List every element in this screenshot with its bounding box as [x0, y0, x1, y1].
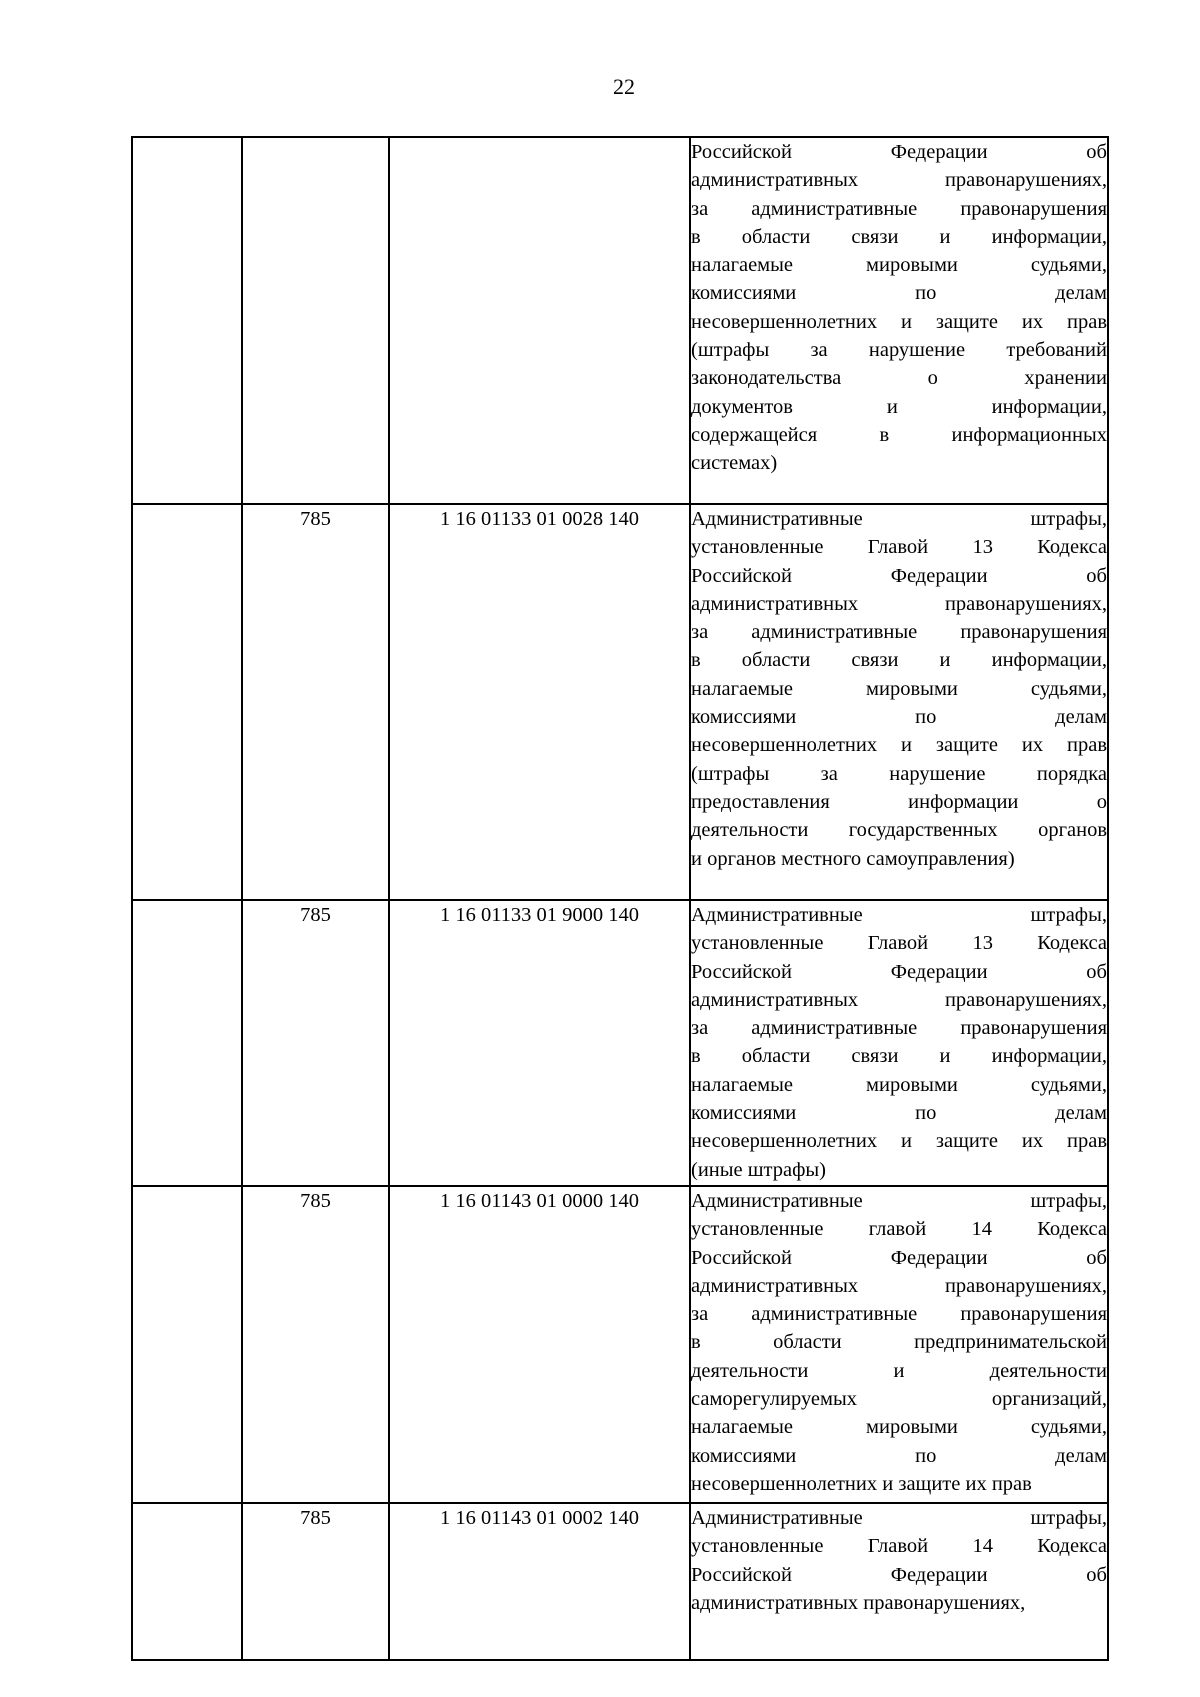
description-line: налагаемые мировыми судьями,: [691, 1416, 1107, 1439]
blank-cell: [132, 504, 242, 900]
budget-code-cell: [389, 137, 690, 504]
description-line: деятельности и деятельности: [691, 1359, 1107, 1382]
description-cell: [690, 137, 1108, 504]
description-line: комиссиями по делам: [691, 706, 1107, 729]
admin-code-cell: 785: [242, 1186, 389, 1503]
description-cell: [690, 504, 1108, 900]
description-line: в области связи и информации,: [691, 649, 1107, 672]
description-cell: [690, 900, 1108, 1186]
description-line: (штрафы за нарушение требований: [691, 339, 1107, 362]
description-line: установленные Главой 14 Кодекса: [691, 1535, 1107, 1558]
description-line: (иные штрафы): [691, 1158, 826, 1181]
description-line: за административные правонарушения: [691, 621, 1107, 644]
description-line: за административные правонарушения: [691, 1303, 1107, 1326]
description-line: налагаемые мировыми судьями,: [691, 677, 1107, 700]
admin-code-cell: [242, 137, 389, 504]
description-line: Российской Федерации об: [691, 564, 1107, 587]
budget-code-cell: 1 16 01143 01 0000 140: [389, 1186, 690, 1503]
description-line: Российской Федерации об: [691, 1246, 1107, 1269]
description-line: налагаемые мировыми судьями,: [691, 1073, 1107, 1096]
blank-cell: [132, 1186, 242, 1503]
admin-code-cell: 785: [242, 1503, 389, 1660]
description-line: в области предпринимательской: [691, 1331, 1107, 1354]
description-line: (штрафы за нарушение порядка: [691, 762, 1107, 785]
description-line: в области связи и информации,: [691, 1045, 1107, 1068]
description-line: административных правонарушениях,: [691, 1591, 1026, 1614]
table-row: [132, 504, 1108, 900]
description-line: содержащейся в информационных: [691, 423, 1107, 446]
description-line: документов и информации,: [691, 395, 1107, 418]
table-row: [132, 900, 1108, 1186]
description-line: саморегулируемых организаций,: [691, 1388, 1107, 1411]
description-line: установленные Главой 13 Кодекса: [691, 932, 1107, 955]
description-line: несовершеннолетних и защите их прав: [691, 1472, 1032, 1495]
description-line: Административные штрафы,: [691, 1507, 1107, 1529]
description-line: предоставления информации о: [691, 790, 1107, 813]
description-line: административных правонарушениях,: [691, 1274, 1107, 1297]
description-line: законодательства о хранении: [691, 367, 1107, 390]
admin-code-cell: 785: [242, 504, 389, 900]
description-line: комиссиями по делам: [691, 282, 1107, 305]
blank-cell: [132, 900, 242, 1186]
description-line: комиссиями по делам: [691, 1102, 1107, 1125]
description-line: Административные штрафы,: [691, 904, 1107, 926]
description-line: Административные штрафы,: [691, 1190, 1107, 1212]
revenue-codes-table: [131, 136, 1109, 1661]
table-row: [132, 1503, 1108, 1660]
admin-code-cell: 785: [242, 900, 389, 1186]
description-line: установленные Главой 13 Кодекса: [691, 536, 1107, 559]
description-line: Административные штрафы,: [691, 508, 1107, 530]
description-line: несовершеннолетних и защите их прав: [691, 310, 1107, 333]
description-line: несовершеннолетних и защите их прав: [691, 1130, 1107, 1153]
description-line: за административные правонарушения: [691, 1017, 1107, 1040]
budget-code-cell: 1 16 01133 01 0028 140: [389, 504, 690, 900]
description-line: административных правонарушениях,: [691, 988, 1107, 1011]
description-line: Российской Федерации об: [691, 1563, 1107, 1586]
budget-code-cell: 1 16 01133 01 9000 140: [389, 900, 690, 1186]
description-line: административных правонарушениях,: [691, 169, 1107, 192]
table-row: [132, 137, 1108, 504]
page-number: 22: [613, 74, 635, 99]
description-line: Российской Федерации об: [691, 960, 1107, 983]
description-line: и органов местного самоуправления): [691, 847, 1015, 870]
description-line: установленные главой 14 Кодекса: [691, 1218, 1107, 1241]
description-line: в области связи и информации,: [691, 225, 1107, 248]
budget-code-cell: 1 16 01143 01 0002 140: [389, 1503, 690, 1660]
description-line: деятельности государственных органов: [691, 819, 1107, 842]
table-row: [132, 1186, 1108, 1503]
description-line: несовершеннолетних и защите их прав: [691, 734, 1107, 757]
description-line: налагаемые мировыми судьями,: [691, 254, 1107, 277]
blank-cell: [132, 137, 242, 504]
description-line: системах): [691, 452, 778, 475]
description-cell: [690, 1503, 1108, 1660]
description-line: административных правонарушениях,: [691, 592, 1107, 615]
description-line: за административные правонарушения: [691, 197, 1107, 220]
blank-cell: [132, 1503, 242, 1660]
description-line: комиссиями по делам: [691, 1444, 1107, 1467]
description-cell: [690, 1186, 1108, 1503]
description-line: Российской Федерации об: [691, 141, 1107, 163]
